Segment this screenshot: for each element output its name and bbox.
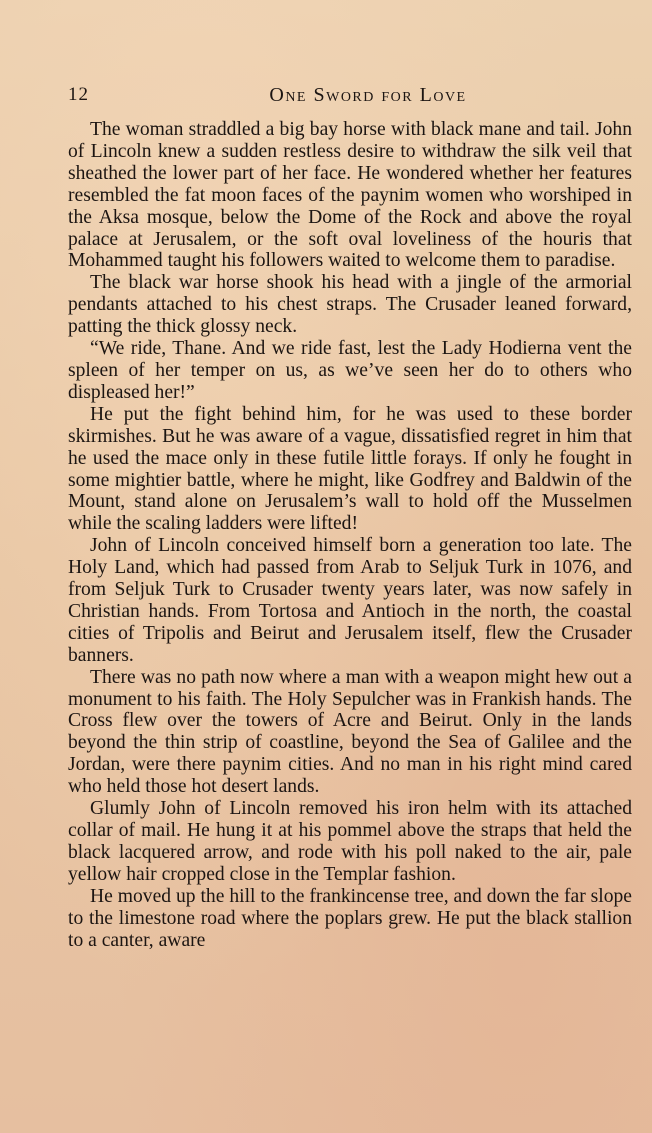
paragraph: He put the fight behind him, for he was used to these border skirmishes. But he was aware of a vague, dissatisfied regret in him that he used the mace only in these futile little forays. If only he fought in some mightier battle, where he might, like Godfrey and Baldwin of the Mount, stand alone on Jerusalem’s wall to hold off the Musselmen while the scaling ladders were lifted! <box>68 403 632 535</box>
paragraph: Glumly John of Lincoln removed his iron helm with its attached collar of mail. He hung it at his pommel above the straps that held the black lacquered arrow, and rode with his poll naked to the air, pale yellow hair cropped close in the Templar fashion. <box>68 798 632 885</box>
paragraph: The black war horse shook his head with a jingle of the armorial pendants attached to his chest straps. The Crusader leaned forward, patting the thick glossy neck. <box>68 272 632 338</box>
page-number: 12 <box>68 84 89 105</box>
running-title: One Sword for Love <box>269 84 467 106</box>
body-text <box>68 119 632 951</box>
paragraph: The woman straddled a big bay horse with black mane and tail. John of Lincoln knew a sudden restless desire to withdraw the silk veil that sheathed the lower part of her face. He wondered whether her features resembled the fat moon faces of the paynim women who worshiped in the Aksa mosque, below the Dome of the Rock and above the royal palace at Jerusalem, or the soft oval loveliness of the houris that Mohammed taught his followers waited to welcome them to paradise. <box>68 119 632 272</box>
paragraph: He moved up the hill to the frankincense tree, and down the far slope to the limestone road where the poplars grew. He put the black stallion to a canter, aware <box>68 885 632 951</box>
paragraph: John of Lincoln conceived himself born a generation too late. The Holy Land, which had passed from Arab to Seljuk Turk in 1076, and from Seljuk Turk to Crusader twenty years later, was now safely in Christian hands. From Tortosa and Antioch in the north, the coastal cities of Tripolis and Beirut and Jerusalem itself, flew the Crusader banners. <box>68 535 632 666</box>
page-header <box>68 84 640 114</box>
paragraph: “We ride, Thane. And we ride fast, lest the Lady Hodierna vent the spleen of her temper on us, as we’ve seen her do to others who displeased her!” <box>68 338 632 403</box>
paragraph: There was no path now where a man with a weapon might hew out a monument to his faith. The Holy Sepulcher was in Frankish hands. The Cross flew over the towers of Acre and Beirut. Only in the lands beyond the thin strip of coastline, beyond the Sea of Galilee and the Jordan, were there paynim cities. And no man in his right mind cared who held those hot desert lands. <box>68 666 632 798</box>
